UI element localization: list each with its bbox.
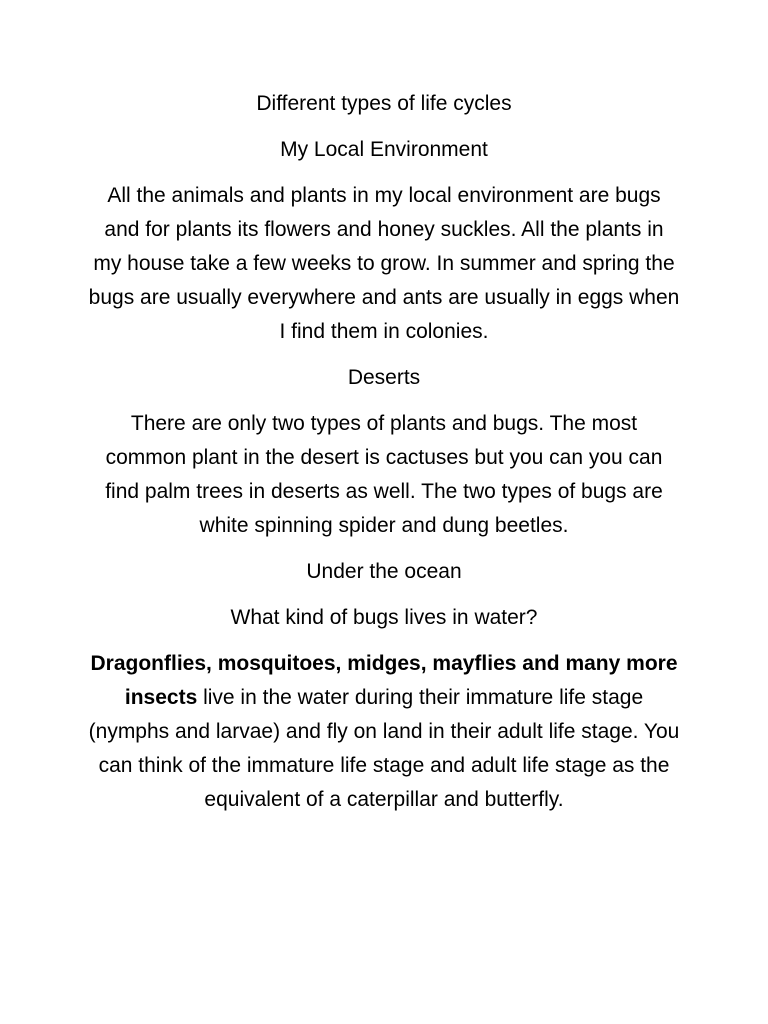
body-continuation: live in the water during their immature life stage (nymphs and larvae) and fly on land in their adult life stage. You can think of the immature life stage and adult life stage as the equivalent of a caterpillar and butterfly. (88, 686, 680, 811)
section-heading-deserts: Deserts (347, 366, 421, 389)
section-heading-under-the-ocean: Under the ocean (306, 560, 462, 583)
section-body-deserts: There are only two types of plants and bugs. The most common plant in the desert is cactuses but you can you can find palm trees in deserts as well. The two types of bugs are white spinning spider and dung beetles. (105, 412, 663, 537)
bold-insect-list: Dragonflies, mosquitoes, midges, mayflies and many more insects (90, 652, 678, 709)
section-question: What kind of bugs lives in water? (230, 606, 538, 629)
document-page (88, 87, 680, 829)
document-title: Different types of life cycles (256, 92, 512, 115)
section-body-under-the-ocean (88, 647, 680, 817)
section-heading-local-environment: My Local Environment (280, 138, 488, 161)
section-body-local-environment: All the animals and plants in my local environment are bugs and for plants its flowers and honey suckles. All the plants in my house take a few weeks to grow. In summer and spring the bugs are usually everywhere and ants are usually in eggs when I find them in colonies. (88, 184, 680, 343)
